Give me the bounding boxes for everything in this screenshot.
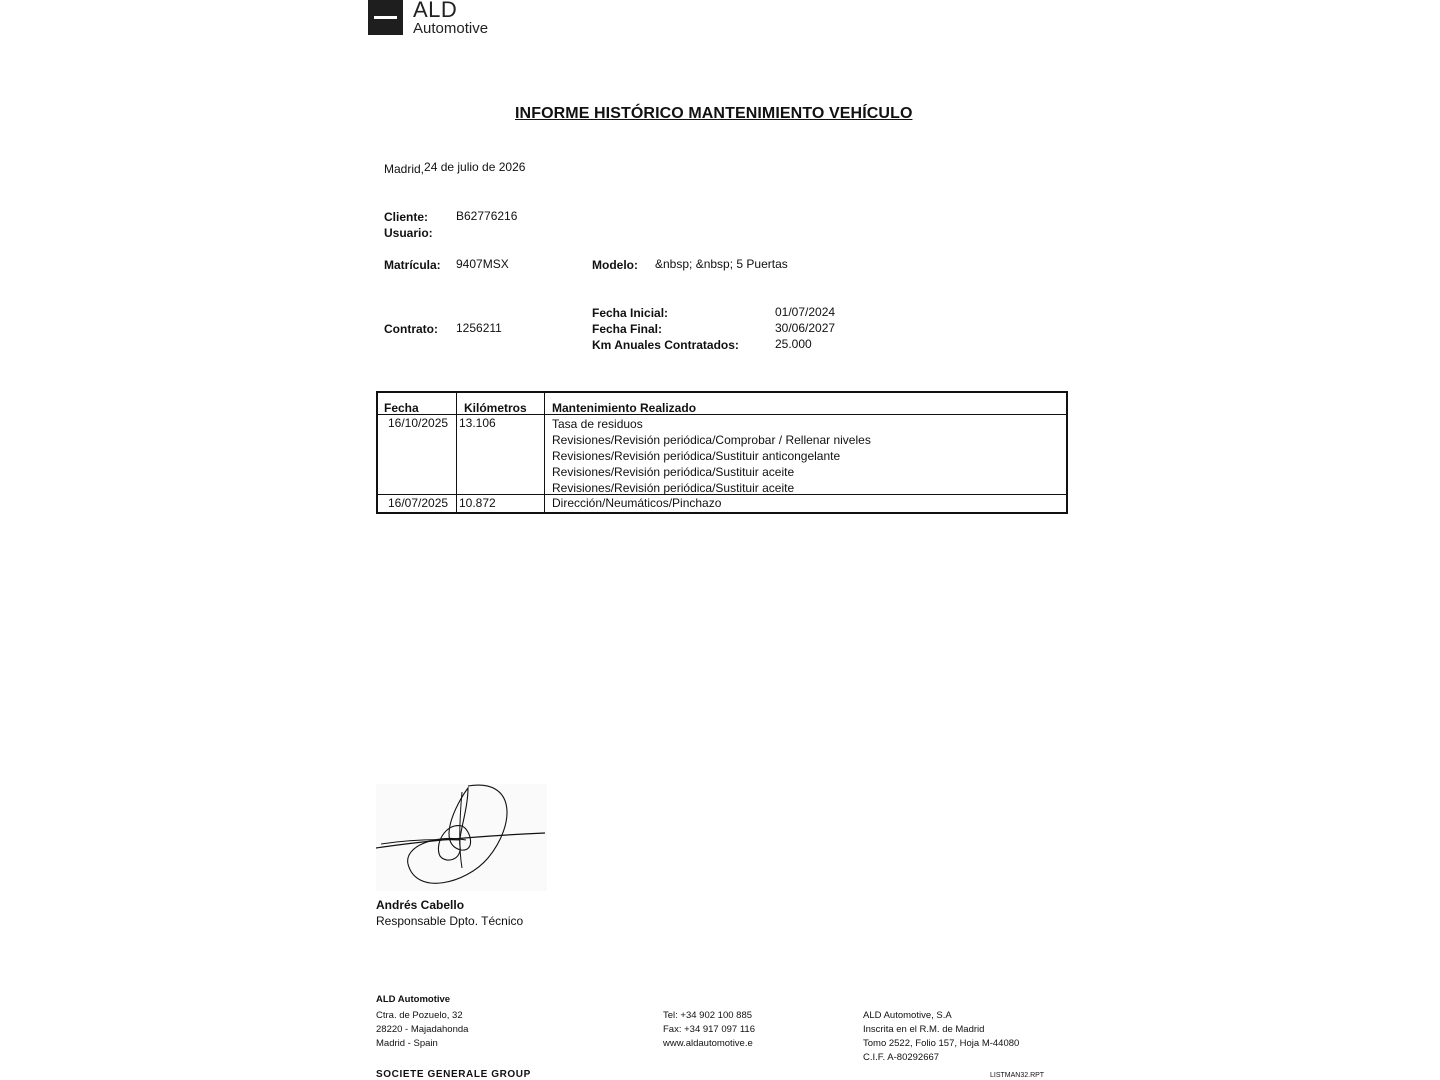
company-logo	[368, 0, 500, 36]
usuario-label: Usuario:	[384, 226, 433, 240]
contrato-value: 1256211	[456, 321, 502, 335]
row-1-item: Revisiones/Revisión periódica/Sustituir anticongelante	[552, 449, 841, 463]
contrato-label: Contrato:	[384, 322, 438, 336]
footer-phone: Tel: +34 902 100 885	[663, 1010, 753, 1021]
signer-name: Andrés Cabello	[376, 898, 465, 912]
footer-address-line: Ctra. de Pozuelo, 32	[376, 1010, 463, 1021]
footer-legal-line: C.I.F. A-80292667	[863, 1052, 940, 1063]
fecha-final-value: 30/06/2027	[775, 321, 836, 335]
modelo-value: &nbsp; &nbsp; 5 Puertas	[655, 257, 788, 271]
km-value: 25.000	[775, 337, 812, 351]
date-value: 24 de julio de 2026	[424, 160, 526, 174]
row-1-item: Tasa de residuos	[552, 417, 643, 431]
logo-text-ald: ALD	[413, 0, 458, 22]
modelo-label: Modelo:	[592, 258, 638, 272]
signer-role: Responsable Dpto. Técnico	[376, 914, 524, 928]
logo-text-automotive: Automotive	[413, 20, 489, 37]
logo-mark-icon	[368, 0, 403, 35]
footer-website: www.aldautomotive.e	[663, 1038, 753, 1049]
place-label: Madrid,	[384, 162, 425, 176]
matricula-value: 9407MSX	[456, 257, 509, 271]
footer-legal-line: Tomo 2522, Folio 157, Hoja M-44080	[863, 1038, 1020, 1049]
header-kilometros: Kilómetros	[464, 401, 527, 415]
row-1-km: 13.106	[459, 416, 496, 430]
cliente-label: Cliente:	[384, 210, 429, 224]
row-1-item: Revisiones/Revisión periódica/Comprobar / Rellenar niveles	[552, 433, 871, 447]
footer-file-code: LISTMAN32.RPT	[990, 1072, 1045, 1079]
signature-image	[376, 784, 547, 891]
row-1-item: Revisiones/Revisión periódica/Sustituir aceite	[552, 481, 795, 495]
fecha-inicial-label: Fecha Inicial:	[592, 306, 669, 320]
header-mantenimiento: Mantenimiento Realizado	[552, 401, 697, 415]
footer-fax: Fax: +34 917 097 116	[663, 1024, 755, 1035]
fecha-inicial-value: 01/07/2024	[775, 305, 836, 319]
row-2-km: 10.872	[459, 496, 496, 510]
footer-company: ALD Automotive	[376, 994, 451, 1005]
row-1-fecha: 16/10/2025	[388, 416, 449, 430]
km-label: Km Anuales Contratados:	[592, 338, 739, 352]
footer-legal-line: Inscrita en el R.M. de Madrid	[863, 1024, 985, 1035]
place-date	[384, 162, 525, 176]
footer-address-line: Madrid - Spain	[376, 1038, 438, 1049]
footer-legal-line: ALD Automotive, S.A	[863, 1010, 952, 1021]
footer-address-line: 28220 - Majadahonda	[376, 1024, 469, 1035]
footer-group: SOCIETE GENERALE GROUP	[376, 1069, 531, 1080]
row-2-fecha: 16/07/2025	[388, 496, 449, 510]
row-1-item: Revisiones/Revisión periódica/Sustituir aceite	[552, 465, 795, 479]
signature-scribble-icon	[376, 784, 547, 891]
row-2-item: Dirección/Neumáticos/Pinchazo	[552, 496, 722, 510]
maintenance-table	[376, 391, 1068, 514]
matricula-label: Matrícula:	[384, 258, 441, 272]
fecha-final-label: Fecha Final:	[592, 322, 663, 336]
page-title: INFORME HISTÓRICO MANTENIMIENTO VEHÍCULO	[515, 105, 913, 122]
cliente-value: B62776216	[456, 209, 518, 223]
header-fecha: Fecha	[384, 401, 419, 415]
